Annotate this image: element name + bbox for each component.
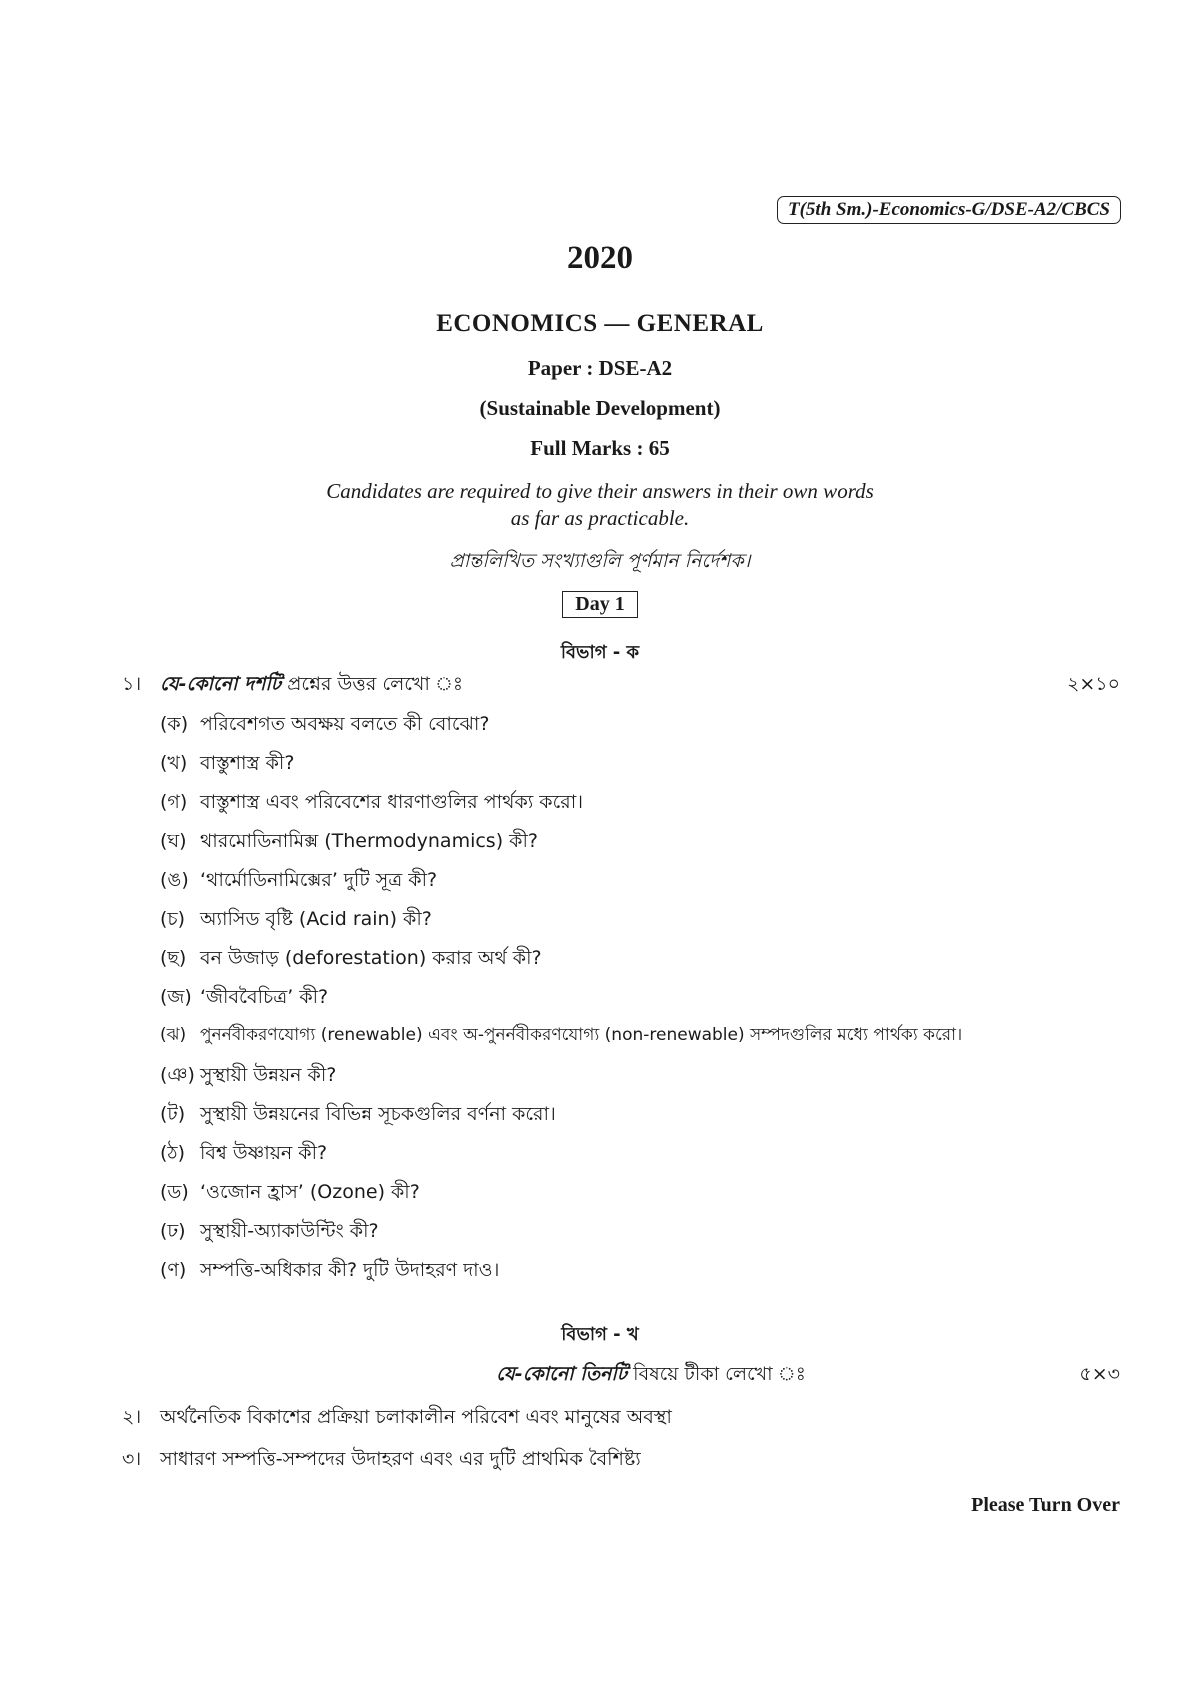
list-item [160, 749, 294, 781]
instruction-emphasis: যে-কোনো তিনটি [496, 1363, 628, 1385]
question-emphasis: যে-কোনো দশটি [160, 673, 282, 695]
instruction-line-2: as far as practicable. [510, 506, 690, 530]
item-text: ‘ওজোন হ্রাস’ (Ozone) কী? [200, 1181, 420, 1203]
item-label: (ঙ) [160, 869, 189, 891]
item-label: (চ) [160, 908, 186, 930]
list-item [160, 1100, 556, 1132]
item-text: ‘জীববৈচিত্র’ কী? [200, 986, 329, 1008]
day-label-wrap [0, 591, 1200, 618]
item-label: (ঝ) [160, 1025, 187, 1045]
marks-note: প্রান্তলিখিত সংখ্যাগুলি পূর্ণমান নির্দেশক। [449, 550, 751, 572]
full-marks: Full Marks : 65 [530, 436, 670, 460]
item-label: (ঘ) [160, 830, 187, 852]
section-a-title: বিভাগ - ক [560, 642, 640, 663]
instruction-line-1: Candidates are required to give their answers in their own words [326, 479, 874, 503]
item-label: (ঢ) [160, 1220, 186, 1242]
please-turn-over: Please Turn Over [971, 1494, 1120, 1516]
item-text: বিশ্ব উষ্ণায়ন কী? [200, 1142, 328, 1164]
question-marks: ২×১০ [1067, 673, 1120, 695]
subject-title: ECONOMICS — GENERAL [436, 310, 764, 337]
item-text: সুস্থায়ী-অ্যাকাউন্টিং কী? [200, 1220, 379, 1242]
list-item [160, 827, 538, 859]
exam-year: 2020 [567, 240, 633, 276]
list-item [160, 1178, 420, 1210]
list-item [160, 1217, 379, 1249]
list-item [160, 788, 583, 820]
item-text: পুনর্নবীকরণযোগ্য (renewable) এবং অ-পুনর্নবীকরণযোগ্য (non-renewable) সম্পদগুলির মধ্যে পার্থক্য করো। [200, 1025, 963, 1045]
list-item [160, 1139, 327, 1171]
item-text: সুস্থায়ী উন্নয়ন কী? [200, 1064, 337, 1086]
question-1 [122, 670, 1120, 702]
item-label: (ক) [160, 713, 189, 735]
list-item [160, 710, 489, 742]
item-text: অ্যাসিড বৃষ্টি (Acid rain) কী? [200, 908, 432, 930]
question-number: ১। [122, 673, 142, 695]
question-3 [122, 1445, 1120, 1477]
question-2 [122, 1403, 1120, 1435]
instruction-text: বিষয়ে টীকা লেখো ঃ [627, 1363, 806, 1385]
instructions [0, 478, 1200, 532]
item-text: বন উজাড় (deforestation) করার অর্থ কী? [200, 947, 542, 969]
list-item [160, 944, 542, 976]
day-label: Day 1 [562, 591, 637, 618]
item-text: বাস্তুশাস্ত্র এবং পরিবেশের ধারণাগুলির পার্থক্য করো। [200, 791, 583, 813]
item-text: থারমোডিনামিক্স (Thermodynamics) কী? [200, 830, 538, 852]
item-label: (ণ) [160, 1259, 187, 1281]
paper-code: T(5th Sm.)-Economics-G/DSE-A2/CBCS [777, 196, 1121, 224]
question-number: ২। [122, 1406, 142, 1428]
list-item [160, 1256, 499, 1288]
item-label: (গ) [160, 791, 188, 813]
item-label: (ট) [160, 1103, 186, 1125]
item-text: সুস্থায়ী উন্নয়নের বিভিন্ন সূচকগুলির বর্ণনা করো। [200, 1103, 556, 1125]
paper-topic: (Sustainable Development) [479, 396, 721, 420]
item-label: (ঠ) [160, 1142, 185, 1164]
item-label: (ঞ) [160, 1064, 195, 1086]
list-item [160, 1022, 962, 1050]
item-text: পরিবেশগত অবক্ষয় বলতে কী বোঝো? [200, 713, 490, 735]
list-item [160, 866, 437, 898]
list-item [160, 983, 328, 1015]
item-label: (খ) [160, 752, 188, 774]
item-text: সম্পত্তি-অধিকার কী? দুটি উদাহরণ দাও। [200, 1259, 500, 1281]
question-text: অর্থনৈতিক বিকাশের প্রক্রিয়া চলাকালীন পরিবেশ এবং মানুষের অবস্থা [160, 1406, 672, 1428]
item-label: (ড) [160, 1181, 189, 1203]
question-number: ৩। [122, 1448, 142, 1470]
item-label: (ছ) [160, 947, 187, 969]
item-text: বাস্তুশাস্ত্র কী? [200, 752, 295, 774]
section-b-title: বিভাগ - খ [561, 1324, 639, 1345]
list-item [160, 1061, 336, 1093]
paper-code-title: Paper : DSE-A2 [527, 356, 673, 380]
section-b-marks: ৫×৩ [1079, 1363, 1120, 1385]
item-text: ‘থার্মোডিনামিক্সের’ দুটি সূত্র কী? [200, 869, 438, 891]
section-b-instruction [122, 1360, 1120, 1392]
question-text: সাধারণ সম্পত্তি-সম্পদের উদাহরণ এবং এর দুটি প্রাথমিক বৈশিষ্ট্য [160, 1448, 641, 1470]
question-text: প্রশ্নের উত্তর লেখো ঃ [281, 673, 464, 695]
list-item [160, 905, 432, 937]
item-label: (জ) [160, 986, 192, 1008]
